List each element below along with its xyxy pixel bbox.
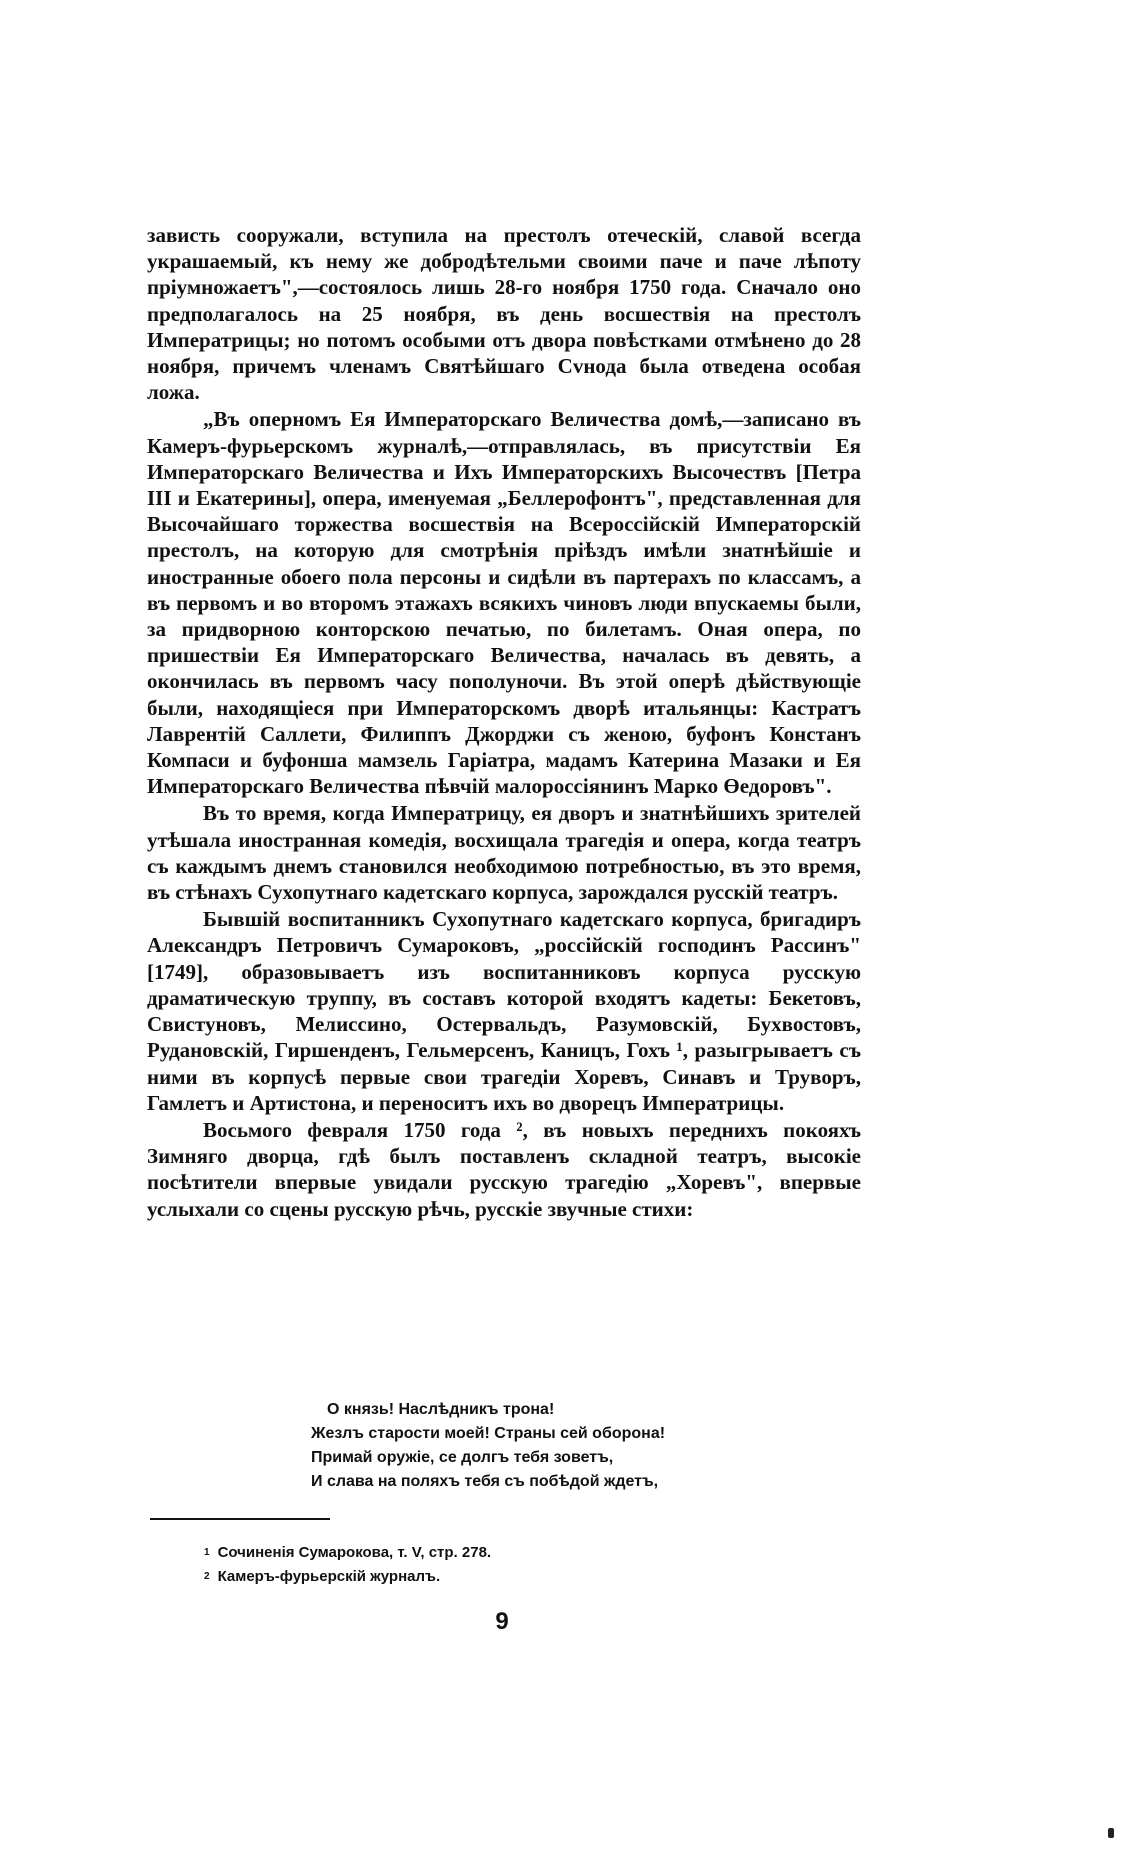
verse-line: Примай оружіе, се долгъ тебя зоветъ, <box>311 1449 614 1466</box>
footnote-text: Сочиненія Сумарокова, т. V, стр. 278. <box>217 1544 492 1561</box>
paragraph-continuation: зависть сооружали, вступила на престолъ отеческій, славой всегда украшаемый, къ нему же добродѣтельми своими паче и паче лѣпоту пріумножаетъ",—состоялось лишь 28-го ноября 1750 года. Сначало оно предполагалось на 25 ноября, въ день восшествія на престолъ Императрицы; но потомъ особыми отъ двора повѣстками отмѣнено до 28 ноября, причемъ членамъ Святѣйшаго Сvнода была отведена особая ложа. <box>147 223 861 405</box>
footnote-mark: 2 <box>204 1571 210 1582</box>
scan-speck <box>1108 1828 1114 1838</box>
verse-line: Жезлъ старости моей! Страны сей оборона! <box>311 1425 666 1442</box>
footnote-text: Камеръ-фурьерскій журналъ. <box>217 1568 441 1585</box>
main-text <box>147 222 861 1223</box>
footnotes <box>204 1541 704 1589</box>
footnote-divider <box>150 1518 330 1520</box>
paragraph-russian-theatre: Въ то время, когда Императрицу, ея дворъ и знатнѣйшихъ зрителей утѣшала иностранная комедія, восхищала трагедія и опера, когда театръ съ каждымъ днемъ становился необходимою потребностью, въ это время, въ стѣнахъ Сухопутнаго кадетскаго корпуса, зарождался русскій театръ. <box>147 801 861 905</box>
verse-quote <box>311 1398 811 1494</box>
verse-line: О князь! Наслѣдникъ трона! <box>327 1401 555 1418</box>
footnote-1 <box>204 1541 704 1565</box>
page-number: 9 <box>495 1608 509 1635</box>
footnote-mark: 1 <box>204 1547 210 1558</box>
verse-line: И слава на поляхъ тебя съ побѣдой ждетъ, <box>311 1473 659 1490</box>
paragraph-sumarokov: Бывшій воспитанникъ Сухопутнаго кадетскаго корпуса, бригадиръ Александръ Петровичъ Сумароковъ, „россійскій господинъ Рассинъ" [1749], образовываетъ изъ воспитанниковъ корпуса русскую драматическую труппу, въ составъ которой входятъ кадеты: Бекетовъ, Свистуновъ, Мелиссино, Остервальдъ, Разумовскій, Бухвостовъ, Рудановскій, Гиршенденъ, Гельмерсенъ, Каницъ, Гохъ ¹, разыгрываетъ съ ними въ корпусѣ первые свои трагедіи Хоревъ, Синавъ и Труворъ, Гамлетъ и Артистона, и переноситъ ихъ во дворецъ Императрицы. <box>147 907 861 1115</box>
footnote-2 <box>204 1565 704 1589</box>
paragraph-khorev: Восьмого февраля 1750 года ², въ новыхъ переднихъ покояхъ Зимняго дворца, гдѣ былъ поставленъ складной театръ, высокіе посѣтители впервые увидали русскую трагедію „Хоревъ", впервые услыхали со сцены русскую рѣчь, русскіе звучные стихи: <box>147 1117 861 1221</box>
paragraph-opera-record: „Въ оперномъ Ея Императорскаго Величества домѣ,—записано въ Камеръ-фурьерскомъ журналѣ,—отправлялась, въ присутствіи Ея Императорскаго Величества и Ихъ Императорскихъ Высочествъ [Петра III и Екатерины], опера, именуемая „Беллерофонтъ", представленная для Высочайшаго торжества восшествія на Всероссійскій Императорскій престолъ, на которую для смотрѣнія пріѣздъ имѣли знатнѣйшіе и иностранные обоего пола персоны и сидѣли въ партерахъ по классамъ, а въ первомъ и во второмъ этажахъ всякихъ чиновъ люди впускаемы были, за придворною конторскою печатью, по билетамъ. Оная опера, по пришествіи Ея Императорскаго Величества, началась въ девять, а окончилась въ первомъ часу пополуночи. Въ этой оперѣ дѣйствующіе были, находящіеся при Императорскомъ дворѣ итальянцы: Кастратъ Лаврентій Саллети, Филиппъ Джорджи съ женою, буфонъ Констанъ Компаси и буфонша мамзель Гаріатра, мадамъ Катерина Мазаки и Ея Императорскаго Величества пѣвчій малороссіянинъ Марко Өедоровъ". <box>147 407 861 799</box>
